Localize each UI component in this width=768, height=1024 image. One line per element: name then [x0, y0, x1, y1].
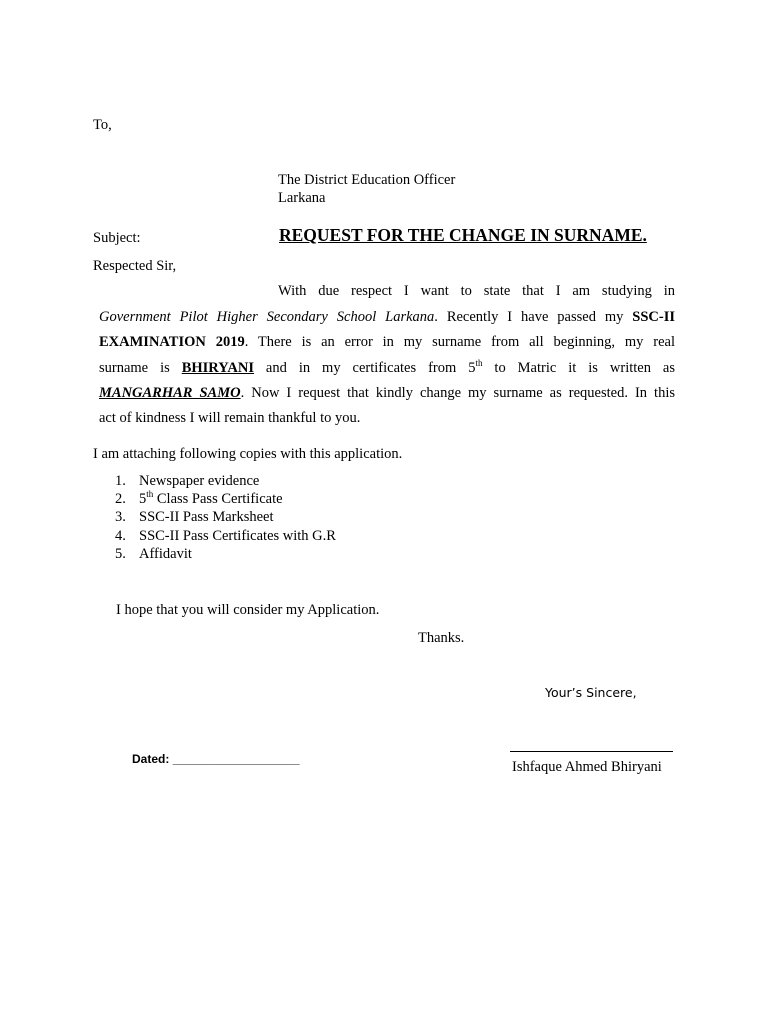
surname-intro: surname is: [99, 360, 182, 376]
error-text: . There is an error in my surname from all beginning, my real: [244, 334, 675, 350]
dated-field: [132, 752, 300, 766]
list-item: 2. 5th Class Pass Certificate: [115, 489, 283, 508]
recently-text: . Recently I have passed my: [434, 309, 633, 325]
hope-line: I hope that you will consider my Application.: [116, 602, 380, 618]
closing-line: act of kindness I will remain thankful to you.: [99, 410, 361, 426]
subject-heading: REQUEST FOR THE CHANGE IN SURNAME.: [279, 225, 647, 245]
attaching-line: I am attaching following copies with this application.: [93, 446, 403, 462]
recipient-title: The District Education Officer: [278, 172, 456, 188]
body-line-4: [99, 356, 675, 382]
body-line-1: [278, 279, 675, 305]
to-line: To,: [93, 117, 112, 133]
dated-blank: ___________________: [172, 752, 300, 766]
list-item: 1. Newspaper evidence: [115, 473, 260, 489]
exam-name-part1: SSC-II: [632, 309, 675, 325]
recipient-city: Larkana: [278, 190, 326, 206]
list-item: 5. Affidavit: [115, 545, 192, 562]
thanks-line: Thanks.: [418, 630, 465, 646]
subject-label: Subject:: [93, 230, 141, 246]
salutation: Respected Sir,: [93, 258, 177, 274]
signature-name: Ishfaque Ahmed Bhiryani: [512, 759, 662, 775]
wrong-surname: MANGARHAR SAMO: [99, 385, 241, 401]
exam-name-part2: EXAMINATION 2019: [99, 334, 245, 350]
sup-th: th: [475, 358, 483, 369]
real-surname: BHIRYANI: [181, 360, 254, 376]
request-text: . Now I request that kindly change my surname as requested. In this: [240, 385, 675, 401]
dated-label: Dated:: [132, 752, 170, 766]
sincere-closing: Your’s Sincere,: [545, 685, 637, 700]
matric-text: to Matric it is written as: [482, 360, 675, 376]
list-item: 3. SSC-II Pass Marksheet: [115, 509, 274, 526]
body-line-1-text: With due respect I want to state that I am studying in: [278, 283, 675, 299]
body-line-3: [99, 330, 675, 356]
body-line-6: [99, 406, 675, 432]
school-name: Government Pilot Higher Secondary School Larkana: [99, 309, 435, 325]
cert-text: and in my certificates from 5: [253, 360, 476, 376]
body-line-2: [99, 305, 675, 331]
signature-line: [510, 751, 673, 752]
body-line-5: [99, 381, 675, 407]
list-item: 4. SSC-II Pass Certificates with G.R: [115, 527, 336, 544]
attachments-list: [115, 472, 336, 563]
